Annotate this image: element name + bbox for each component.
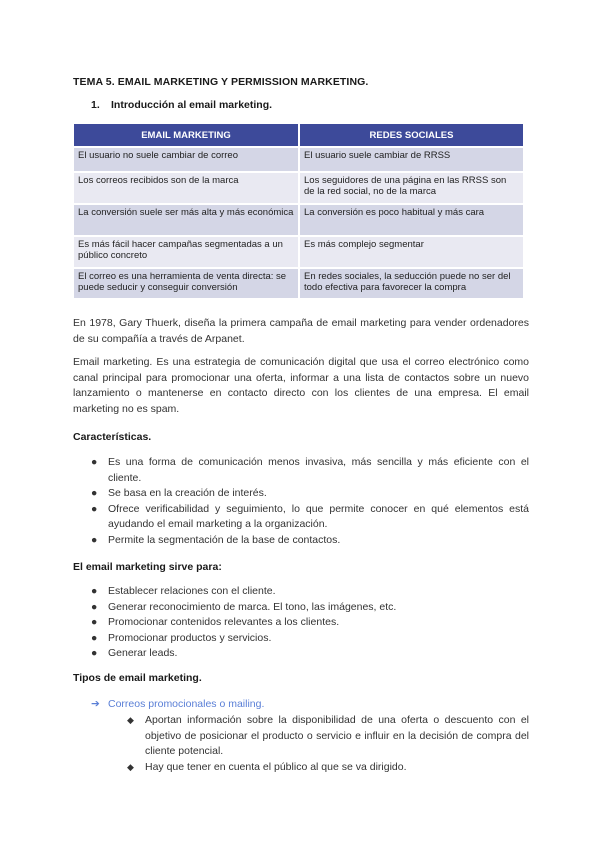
diamond-icon: ◆ (127, 715, 134, 725)
bullet-icon: ● (91, 631, 98, 644)
list-caracteristicas (91, 455, 529, 548)
list-sirve (91, 584, 529, 662)
comparison-table (74, 124, 523, 298)
table-cell: Es más fácil hacer campañas segmentadas a un público concreto (74, 236, 299, 268)
table-header-row (74, 124, 523, 147)
list-item: ● Es una forma de comunicación menos invasiva, más sencilla y más eficiente con el cliente. (91, 456, 529, 484)
table-cell: La conversión suele ser más alta y más económica (74, 204, 299, 236)
list-item: ● Promocionar productos y servicios. (91, 631, 529, 647)
bullet-icon: ● (91, 585, 98, 597)
bullet-icon: ● (91, 487, 98, 499)
table-row (74, 147, 523, 172)
column-header-rrss: REDES SOCIALES (299, 124, 523, 147)
table-row (74, 204, 523, 236)
table-cell: Los seguidores de una página en las RRSS son de la red social, no de la marca (299, 172, 523, 204)
table-cell: El correo es una herramienta de venta directa: se puede seducir y conseguir conversión (74, 268, 299, 298)
table-cell: Los correos recibidos son de la marca (74, 172, 299, 204)
table-cell: En redes sociales, la seducción puede no ser del todo efectiva para favorecer la compra (299, 268, 523, 298)
list-item: ● Permite la segmentación de la base de contactos. (91, 533, 529, 549)
heading-tipos: Tipos de email marketing. (73, 672, 202, 684)
bullet-icon: ● (91, 647, 98, 659)
diamond-icon: ◆ (127, 761, 134, 772)
list-item: ● Se basa en la creación de interés. (91, 486, 529, 502)
table-row (74, 236, 523, 268)
bullet-icon: ● (91, 533, 98, 546)
column-header-email: EMAIL MARKETING (74, 124, 299, 147)
table-cell: La conversión es poco habitual y más cara (299, 204, 523, 236)
list-tipos-detalle (127, 713, 529, 775)
list-item: ● Establecer relaciones con el cliente. (91, 584, 529, 600)
tipo-correos-promocionales: ➔ Correos promocionales o mailing. (91, 698, 265, 710)
table-cell: El usuario no suele cambiar de correo (74, 147, 299, 172)
paragraph-definition: Email marketing. Es una estrategia de comunicación digital que usa el correo electrónico como canal principal para promocionar una oferta, informar a una lista de contactos sobre un nuevo lanzamiento o mantenerse en contacto directo con los clientes de una empresa. El email marketing no es spam. (73, 356, 529, 415)
heading-caracteristicas: Características. (73, 431, 152, 443)
paragraph-history: En 1978, Gary Thuerk, diseña la primera campaña de email marketing para vender ordenadores de su compañía a través de Arpanet. (73, 317, 529, 345)
bullet-icon: ● (91, 456, 98, 468)
table-row (74, 268, 523, 298)
list-item: ● Generar leads. (91, 646, 529, 662)
list-item: ◆ Hay que tener en cuenta el público al que se va dirigido. (127, 760, 529, 776)
section-heading-intro (91, 99, 272, 111)
bullet-icon: ● (91, 502, 98, 515)
bullet-icon: ● (91, 600, 98, 613)
bullet-icon: ● (91, 616, 98, 628)
arrow-right-icon: ➔ (91, 698, 100, 710)
list-item: ● Ofrece verificabilidad y seguimiento, lo que permite conocer en qué elementos está ayudando el email marketing a la organización. (91, 502, 529, 530)
document-title: TEMA 5. EMAIL MARKETING Y PERMISSION MARKETING. (73, 76, 369, 88)
table-row (74, 172, 523, 204)
table-cell: El usuario suele cambiar de RRSS (299, 147, 523, 172)
list-item: ● Promocionar contenidos relevantes a los clientes. (91, 615, 529, 631)
list-item: ◆ Aportan información sobre la disponibilidad de una oferta o descuento con el objetivo de posicionar el producto o servicio e influir en la decisión de compra del cliente potencial. (127, 714, 529, 757)
section-number: 1. (91, 99, 100, 111)
heading-sirve: El email marketing sirve para: (73, 561, 222, 573)
table-cell: Es más complejo segmentar (299, 236, 523, 268)
section-label: Introducción al email marketing. (111, 99, 273, 111)
list-item: ● Generar reconocimiento de marca. El tono, las imágenes, etc. (91, 600, 529, 616)
